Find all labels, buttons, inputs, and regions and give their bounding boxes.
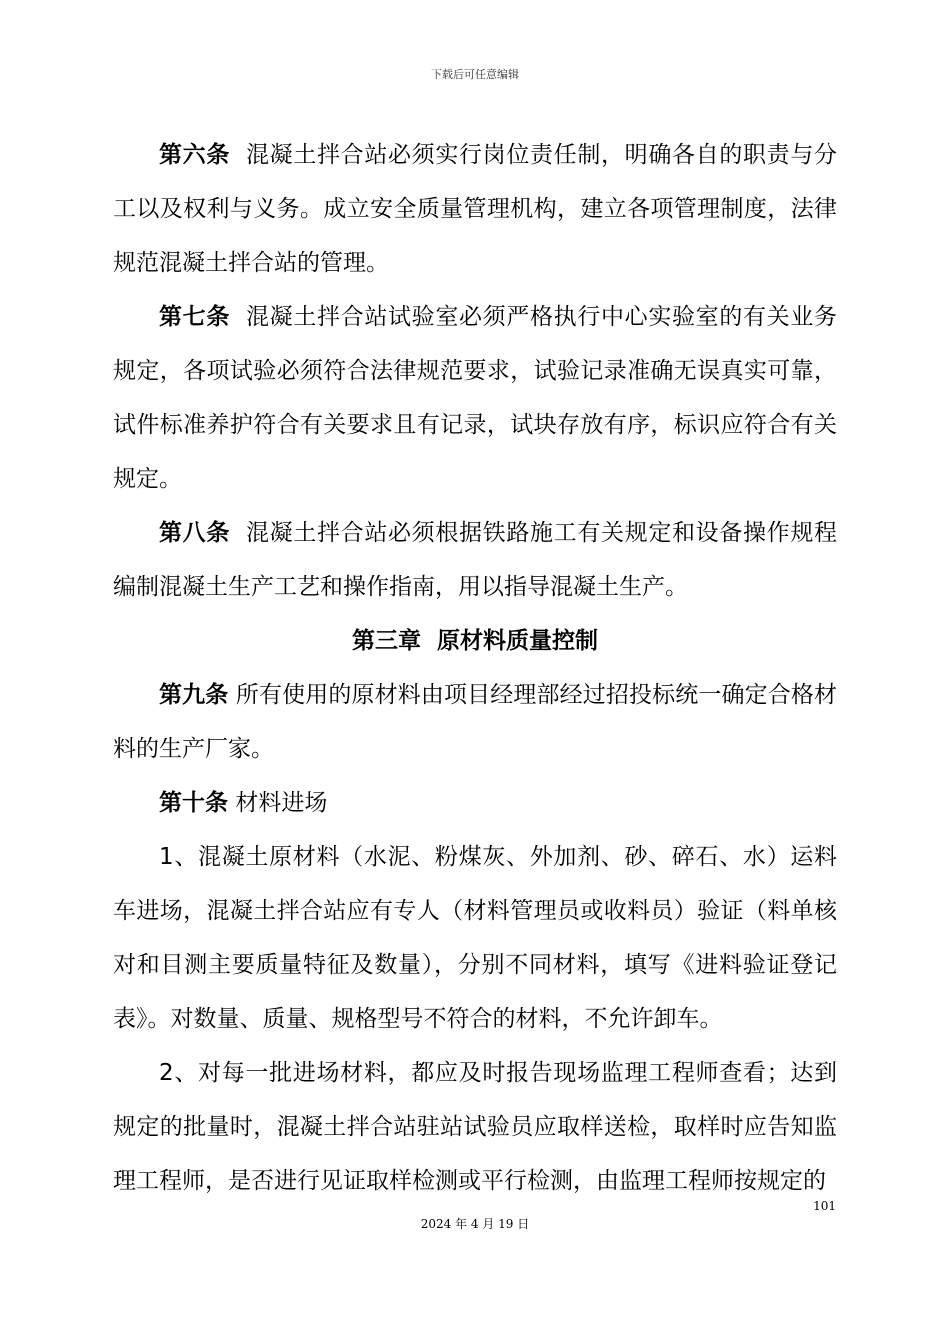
article-6 xyxy=(113,128,837,290)
article-sep xyxy=(228,682,235,708)
chapter-title: 第三章 原材料质量控制 xyxy=(351,628,598,654)
page-number: 101 xyxy=(813,1199,836,1213)
article-9 xyxy=(113,668,837,776)
article-label: 第九条 xyxy=(159,682,229,708)
list-item: 2、对每一批进场材料，都应及时报告现场监理工程师查看；达到规定的批量时，混凝土拌合站驻站试验员应取样送检，取样时应告知监理工程师，是否进行见证取样检测或平行检测，由监理工程师按规定的 xyxy=(113,1060,837,1194)
article-sep xyxy=(230,520,246,546)
footer-date: 2024 年 4 月 19 日 xyxy=(420,1217,530,1231)
article-7 xyxy=(113,290,837,506)
article-label: 第六条 xyxy=(159,142,231,168)
article-10 xyxy=(113,776,837,830)
article-sep xyxy=(230,304,246,330)
article-text: 混凝土拌合站试验室必须严格执行中心实验室的有关业务规定，各项试验必须符合法律规范要求，试验记录准确无误真实可靠，试件标准养护符合有关要求且有记录，试块存放有序，标识应符合有关规定。 xyxy=(113,304,838,492)
article-label: 第八条 xyxy=(159,520,231,546)
article-label: 第十条 xyxy=(159,790,228,816)
article-label: 第七条 xyxy=(159,304,231,330)
article-text: 混凝土拌合站必须根据铁路施工有关规定和设备操作规程编制混凝土生产工艺和操作指南，用以指导混凝土生产。 xyxy=(113,520,838,600)
article-text: 所有使用的原材料由项目经理部经过招投标统一确定合格材料的生产厂家。 xyxy=(113,682,838,762)
article-8 xyxy=(113,506,837,614)
page-header: 下载后可任意编辑 xyxy=(431,68,519,81)
list-item: 1、混凝土原材料（水泥、粉煤灰、外加剂、砂、碎石、水）运料车进场，混凝土拌合站应有专人（材料管理员或收料员）验证（料单核对和目测主要质量特征及数量），分别不同材料，填写《进料验证登记表》。对数量、质量、规格型号不符合的材料，不允许卸车。 xyxy=(113,844,837,1032)
article-text: 混凝土拌合站必须实行岗位责任制，明确各自的职责与分工以及权利与义务。成立安全质量管理机构，建立各项管理制度，法律规范混凝土拌合站的管理。 xyxy=(113,142,838,276)
article-sep xyxy=(230,142,246,168)
article-text: 材料进场 xyxy=(235,790,328,816)
document-body xyxy=(113,128,837,1208)
